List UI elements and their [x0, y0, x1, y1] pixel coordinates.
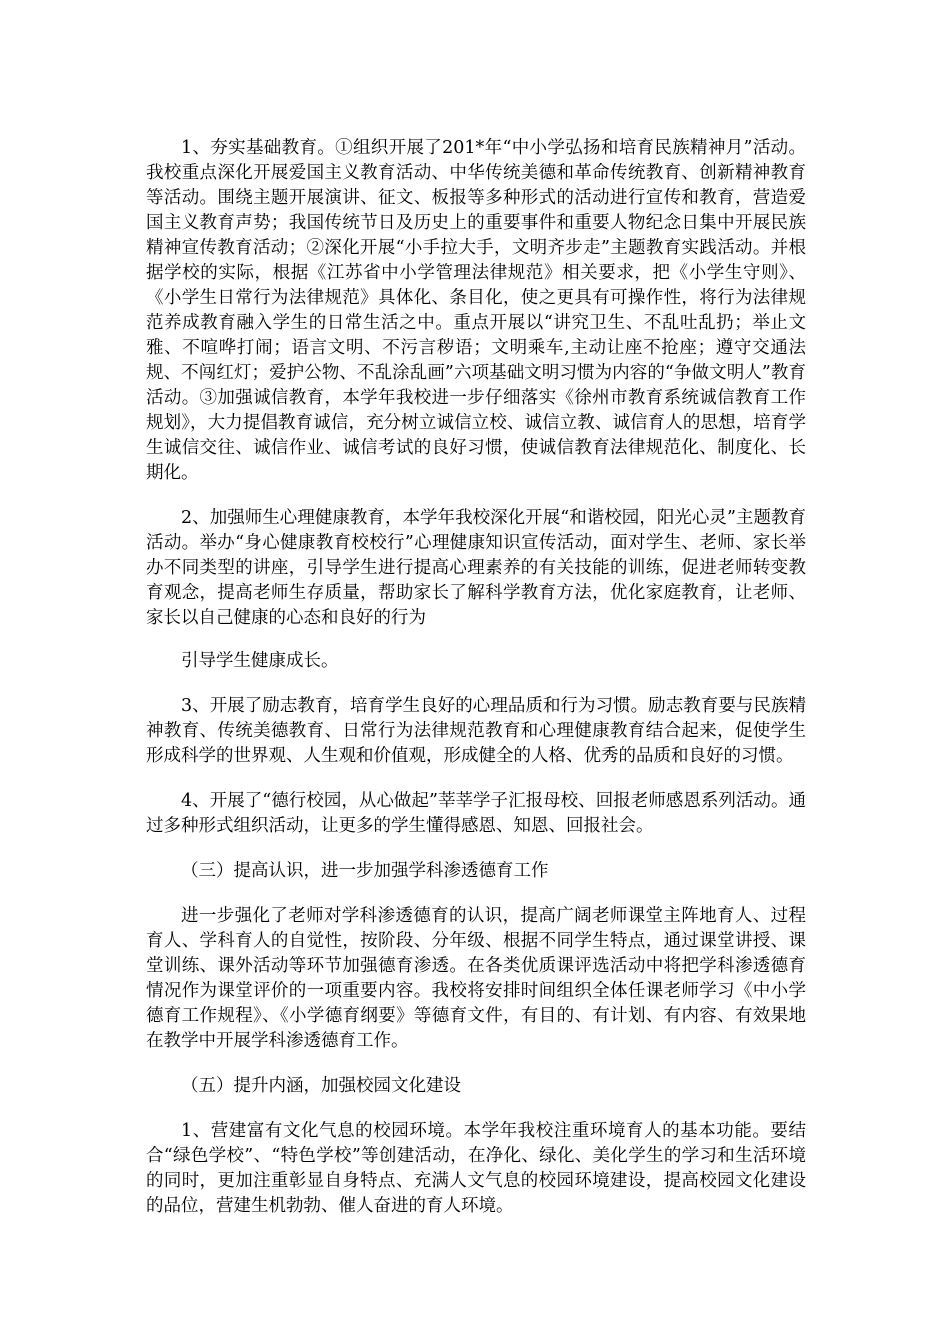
paragraph-motivation-education: 3、开展了励志教育，培育学生良好的心理品质和行为习惯。励志教育要与民族精神教育、传统美德教育、日常行为法律规范教育和心理健康教育结合起来，促使学生形成科学的世界观、人生观和价值观，形成健全的人格、优秀的品质和良好的习惯。 [146, 696, 806, 766]
paragraph-basic-education: 1、夯实基础教育。①组织开展了201*年“中小学弘扬和培育民族精神月”活动。我校重点深化开展爱国主义教育活动、中华传统美德和革命传统教育、创新精神教育等活动。围绕主题开展演讲、征文、板报等多种形式的活动进行宣传和教育，营造爱国主义教育声势；我国传统节日及历史上的重要事件和重要人物纪念日集中开展民族精神宣传教育活动；②深化开展“小手拉大手，文明齐步走”主题教育实践活动。并根据学校的实际，根据《江苏省中小学管理法律规范》相关要求，把《小学生守则》、《小学生日常行为法律规范》具体化、条目化，使之更具有可操作性，将行为法律规范养成教育融入学生的日常生活之中。重点开展以“讲究卫生、不乱吐乱扔；举止文雅、不喧哗打闹；语言文明、不污言秽语；文明乘车,主动让座不抢座；遵守交通法规、不闯红灯；爱护公物、不乱涂乱画”六项基础文明习惯为内容的“争做文明人”教育活动。③加强诚信教育，本学年我校进一步仔细落实《徐州市教育系统诚信教育工作规划》，大力提倡教育诚信，充分树立诚信立校、诚信立教、诚信育人的思想，培育学生诚信交往、诚信作业、诚信考试的良好习惯，使诚信教育法律规范化、制度化、长期化。 [146, 138, 806, 483]
paragraph-campus-environment: 1、营建富有文化气息的校园环境。本学年我校注重环境育人的基本功能。要结合“绿色学校”、“特色学校”等创建活动，在净化、绿化、美化学生的学习和生活环境的同时，更加注重彰显自身特点、充满人文气息的校园环境建设，提高校园文化建设的品位，营建生机勃勃、催人奋进的育人环境。 [146, 1121, 806, 1216]
section-heading-subject-moral: （三）提高认识，进一步加强学科渗透德育工作 [181, 861, 549, 881]
paragraph-gratitude-activities: 4、开展了“德行校园，从心做起”莘莘学子汇报母校、回报老师感恩系列活动。通过多种形式组织活动，让更多的学生懂得感恩、知恩、回报社会。 [146, 791, 806, 836]
section-heading-campus-culture: （五）提升内涵，加强校园文化建设 [181, 1076, 461, 1096]
paragraph-subject-moral: 进一步强化了老师对学科渗透德育的认识，提高广阔老师课堂主阵地育人、过程育人、学科育人的自觉性，按阶段、分年级、根据不同学生特点，通过课堂讲授、课堂训练、课外活动等环节加强德育渗透。在各类优质课评选活动中将把学科渗透德育情况作为课堂评价的一项重要内容。我校将安排时间组织全体任课老师学习《中小学德育工作规程》、《小学德育纲要》等德育文件，有目的、有计划、有内容、有效果地在教学中开展学科渗透德育工作。 [146, 906, 806, 1051]
paragraph-mental-health: 2、加强师生心理健康教育，本学年我校深化开展“和谐校园，阳光心灵”主题教育活动。举办“身心健康教育校校行”心理健康知识宣传活动，面对学生、老师、家长举办不同类型的讲座，引导学生进行提高心理素养的有关技能的训练，促进老师转变教育观念，提高老师生存质量，帮助家长了解科学教育方法，优化家庭教育，让老师、家长以自己健康的心态和良好的行为 [146, 508, 806, 628]
document-body [146, 136, 806, 1239]
paragraph-mental-health-continued: 引导学生健康成长。 [181, 651, 339, 671]
